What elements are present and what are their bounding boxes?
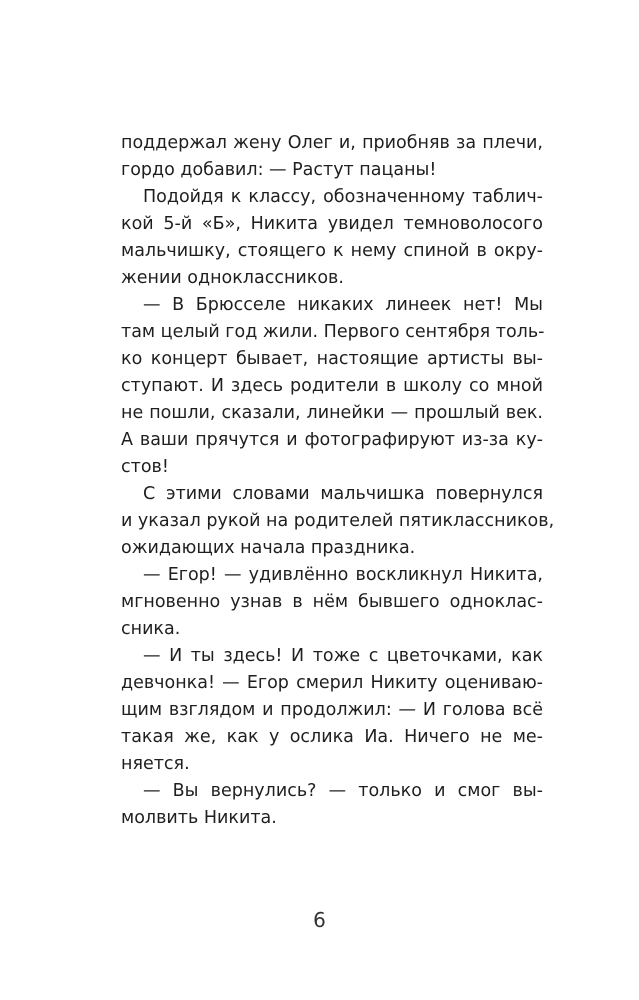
text-line: такая же, как у ослика Иа. Ничего не ме- bbox=[121, 727, 543, 747]
text-line: и указал рукой на родителей пятиклассников, bbox=[121, 511, 555, 531]
text-line: сника. bbox=[121, 619, 181, 639]
paragraph bbox=[121, 643, 543, 778]
text-line: ко концерт бывает, настоящие артисты вы- bbox=[121, 349, 543, 369]
body-text bbox=[121, 130, 555, 832]
text-line: девчонка! — Егор смерил Никиту оцениваю- bbox=[121, 673, 543, 693]
text-line: — Егор! — удивлённо воскликнул Никита, bbox=[143, 565, 543, 585]
text-line: стов! bbox=[121, 457, 169, 477]
text-line: Подойдя к классу, обозначенному таблич- bbox=[143, 187, 543, 207]
text-line: не пошли, сказали, линейки — прошлый век. bbox=[121, 403, 543, 423]
text-line: поддержал жену Олег и, приобняв за плечи, bbox=[121, 133, 543, 153]
text-line: — И ты здесь! И тоже с цветочками, как bbox=[143, 646, 543, 666]
paragraph bbox=[121, 562, 543, 643]
text-line: няется. bbox=[121, 754, 190, 774]
text-line: мальчишку, стоящего к нему спиной в окру- bbox=[121, 241, 543, 261]
text-line: гордо добавил: — Растут пацаны! bbox=[121, 160, 437, 180]
text-line: ожидающих начала праздника. bbox=[121, 538, 416, 558]
text-line: щим взглядом и продолжил: — И голова всё bbox=[121, 700, 543, 720]
paragraph bbox=[121, 778, 543, 832]
text-line: А ваши прячутся и фотографируют из-за ку- bbox=[121, 430, 543, 450]
text-line: кой 5-й «Б», Никита увидел темноволосого bbox=[121, 214, 543, 234]
text-line: жении одноклассников. bbox=[121, 268, 344, 288]
paragraph bbox=[121, 130, 543, 184]
text-line: там целый год жили. Первого сентября толь- bbox=[121, 322, 545, 342]
text-line: — В Брюсселе никаких линеек нет! Мы bbox=[143, 295, 543, 315]
paragraph bbox=[121, 292, 543, 481]
text-line: ступают. И здесь родители в школу со мной bbox=[121, 376, 543, 396]
paragraph bbox=[121, 184, 543, 292]
text-line: — Вы вернулись? — только и смог вы- bbox=[143, 781, 543, 801]
text-line: молвить Никита. bbox=[121, 808, 277, 828]
text-line: мгновенно узнав в нём бывшего одноклас- bbox=[121, 592, 543, 612]
paragraph bbox=[121, 481, 555, 562]
page-number: 6 bbox=[313, 908, 326, 932]
text-line: С этими словами мальчишка повернулся bbox=[143, 484, 543, 504]
